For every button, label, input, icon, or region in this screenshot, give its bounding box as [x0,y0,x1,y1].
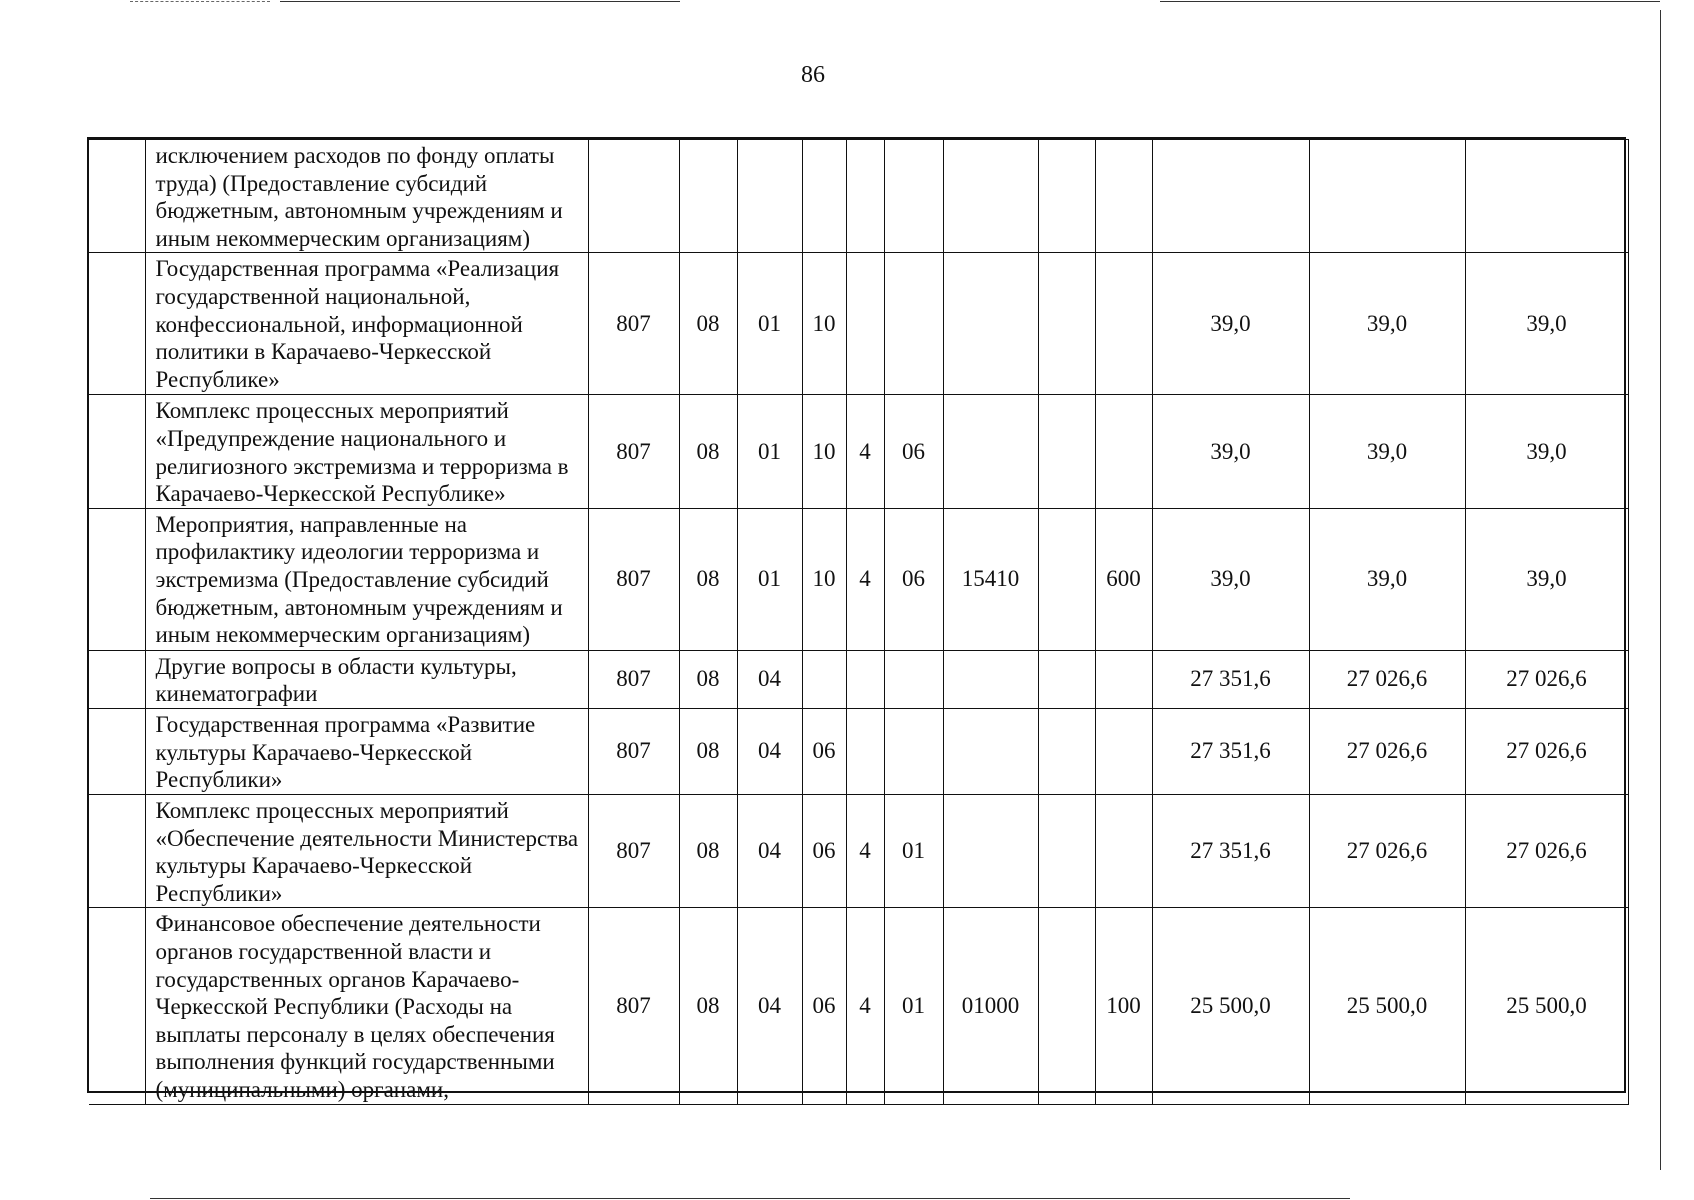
item-name-cell: Государственная программа «Реализация государственной национальной, конфессиональной, информационной политики в Карачаево-Черкесской Республике» [145,253,588,395]
year3-amount-cell: 27 026,6 [1465,794,1628,907]
year2-amount-cell: 39,0 [1309,253,1465,395]
direction-cell [943,253,1038,395]
section-cell [679,140,737,253]
year1-amount-cell: 39,0 [1152,253,1309,395]
spare-cell [1038,794,1095,907]
grbs-cell: 807 [588,253,679,395]
year1-amount-cell: 27 351,6 [1152,708,1309,794]
row-number-cell [89,395,145,508]
year3-amount-cell [1465,140,1628,253]
section-cell: 08 [679,508,737,650]
table-row [89,650,1628,708]
item-name-cell: Мероприятия, направленные на профилактику идеологии терроризма и экстремизма (Предоставление субсидий бюджетным, автономным учреждениям и иным некоммерческим организациям) [145,508,588,650]
subsection-cell: 04 [737,794,802,907]
program-cell: 06 [802,908,846,1105]
spare-cell [1038,395,1095,508]
expense-type-cell [1095,650,1152,708]
grbs-cell: 807 [588,794,679,907]
spare-cell [1038,908,1095,1105]
row-number-cell [89,253,145,395]
direction-cell [943,395,1038,508]
row-number-cell [89,508,145,650]
subsection-cell: 01 [737,508,802,650]
grbs-cell: 807 [588,708,679,794]
direction-cell [943,794,1038,907]
direction-cell [943,708,1038,794]
spare-cell [1038,650,1095,708]
year3-amount-cell: 39,0 [1465,395,1628,508]
year2-amount-cell [1309,140,1465,253]
row-number-cell [89,708,145,794]
section-cell: 08 [679,794,737,907]
direction-cell: 01000 [943,908,1038,1105]
section-cell: 08 [679,253,737,395]
complex-cell: 06 [884,508,943,650]
year2-amount-cell: 27 026,6 [1309,650,1465,708]
program-cell: 10 [802,395,846,508]
program-cell [802,650,846,708]
year1-amount-cell: 27 351,6 [1152,650,1309,708]
year3-amount-cell: 39,0 [1465,508,1628,650]
program-cell [802,140,846,253]
expense-type-cell [1095,794,1152,907]
grbs-cell [588,140,679,253]
item-name-cell: Другие вопросы в области культуры, кинематографии [145,650,588,708]
year1-amount-cell: 25 500,0 [1152,908,1309,1105]
scan-edge-top-dashed [130,1,270,2]
year3-amount-cell: 25 500,0 [1465,908,1628,1105]
expense-type-cell [1095,253,1152,395]
subsection-cell: 04 [737,650,802,708]
item-name-cell: Комплекс процессных мероприятий «Предупреждение национального и религиозного экстремизма и терроризма в Карачаево-Черкесской Республике» [145,395,588,508]
table-row [89,395,1628,508]
complex-cell [884,253,943,395]
scan-edge-top-right [1160,1,1660,2]
section-cell: 08 [679,395,737,508]
subprogram-type-cell [846,253,884,395]
subsection-cell: 04 [737,708,802,794]
table-row [89,508,1628,650]
section-cell: 08 [679,708,737,794]
year3-amount-cell: 27 026,6 [1465,650,1628,708]
scan-edge-right [1660,10,1661,1170]
year1-amount-cell [1152,140,1309,253]
section-cell: 08 [679,908,737,1105]
table-row [89,908,1628,1105]
subprogram-type-cell [846,650,884,708]
subsection-cell [737,140,802,253]
grbs-cell: 807 [588,908,679,1105]
table-row [89,794,1628,907]
scan-edge-top [280,1,680,2]
spare-cell [1038,708,1095,794]
year3-amount-cell: 27 026,6 [1465,708,1628,794]
table-row [89,708,1628,794]
program-cell: 10 [802,253,846,395]
year2-amount-cell: 27 026,6 [1309,708,1465,794]
year1-amount-cell: 39,0 [1152,508,1309,650]
program-cell: 06 [802,794,846,907]
program-cell: 10 [802,508,846,650]
complex-cell [884,140,943,253]
subsection-cell: 01 [737,253,802,395]
year2-amount-cell: 39,0 [1309,508,1465,650]
complex-cell [884,650,943,708]
spare-cell [1038,253,1095,395]
complex-cell: 01 [884,908,943,1105]
year1-amount-cell: 39,0 [1152,395,1309,508]
year2-amount-cell: 25 500,0 [1309,908,1465,1105]
program-cell: 06 [802,708,846,794]
direction-cell [943,650,1038,708]
grbs-cell: 807 [588,395,679,508]
grbs-cell: 807 [588,508,679,650]
item-name-cell: Комплекс процессных мероприятий «Обеспечение деятельности Министерства культуры Карачаево-Черкесской Республики» [145,794,588,907]
row-number-cell [89,794,145,907]
expense-type-cell: 600 [1095,508,1152,650]
subprogram-type-cell [846,140,884,253]
item-name-cell: Государственная программа «Развитие культуры Карачаево-Черкесской Республики» [145,708,588,794]
row-number-cell [89,140,145,253]
year2-amount-cell: 39,0 [1309,395,1465,508]
subsection-cell: 01 [737,395,802,508]
spare-cell [1038,508,1095,650]
direction-cell [943,140,1038,253]
spare-cell [1038,140,1095,253]
scan-edge-bottom [150,1198,1350,1199]
page-number: 86 [801,62,825,88]
expense-type-cell [1095,708,1152,794]
complex-cell [884,708,943,794]
row-number-cell [89,908,145,1105]
budget-table [87,137,1626,1102]
complex-cell: 06 [884,395,943,508]
grbs-cell: 807 [588,650,679,708]
subprogram-type-cell: 4 [846,908,884,1105]
complex-cell: 01 [884,794,943,907]
subprogram-type-cell [846,708,884,794]
subprogram-type-cell: 4 [846,794,884,907]
year1-amount-cell: 27 351,6 [1152,794,1309,907]
direction-cell: 15410 [943,508,1038,650]
year2-amount-cell: 27 026,6 [1309,794,1465,907]
expense-type-cell [1095,395,1152,508]
table-row [89,140,1628,253]
row-number-cell [89,650,145,708]
table-row [89,253,1628,395]
item-name-cell: исключением расходов по фонду оплаты труда) (Предоставление субсидий бюджетным, автономным учреждениям и иным некоммерческим организациям) [145,140,588,253]
subsection-cell: 04 [737,908,802,1105]
section-cell: 08 [679,650,737,708]
expense-type-cell [1095,140,1152,253]
subprogram-type-cell: 4 [846,395,884,508]
expense-type-cell: 100 [1095,908,1152,1105]
subprogram-type-cell: 4 [846,508,884,650]
year3-amount-cell: 39,0 [1465,253,1628,395]
item-name-cell: Финансовое обеспечение деятельности органов государственной власти и государственных органов Карачаево-Черкесской Республики (Расходы на выплаты персоналу в целях обеспечения выполнения функций государственными (муниципальными) органами, [145,908,588,1105]
